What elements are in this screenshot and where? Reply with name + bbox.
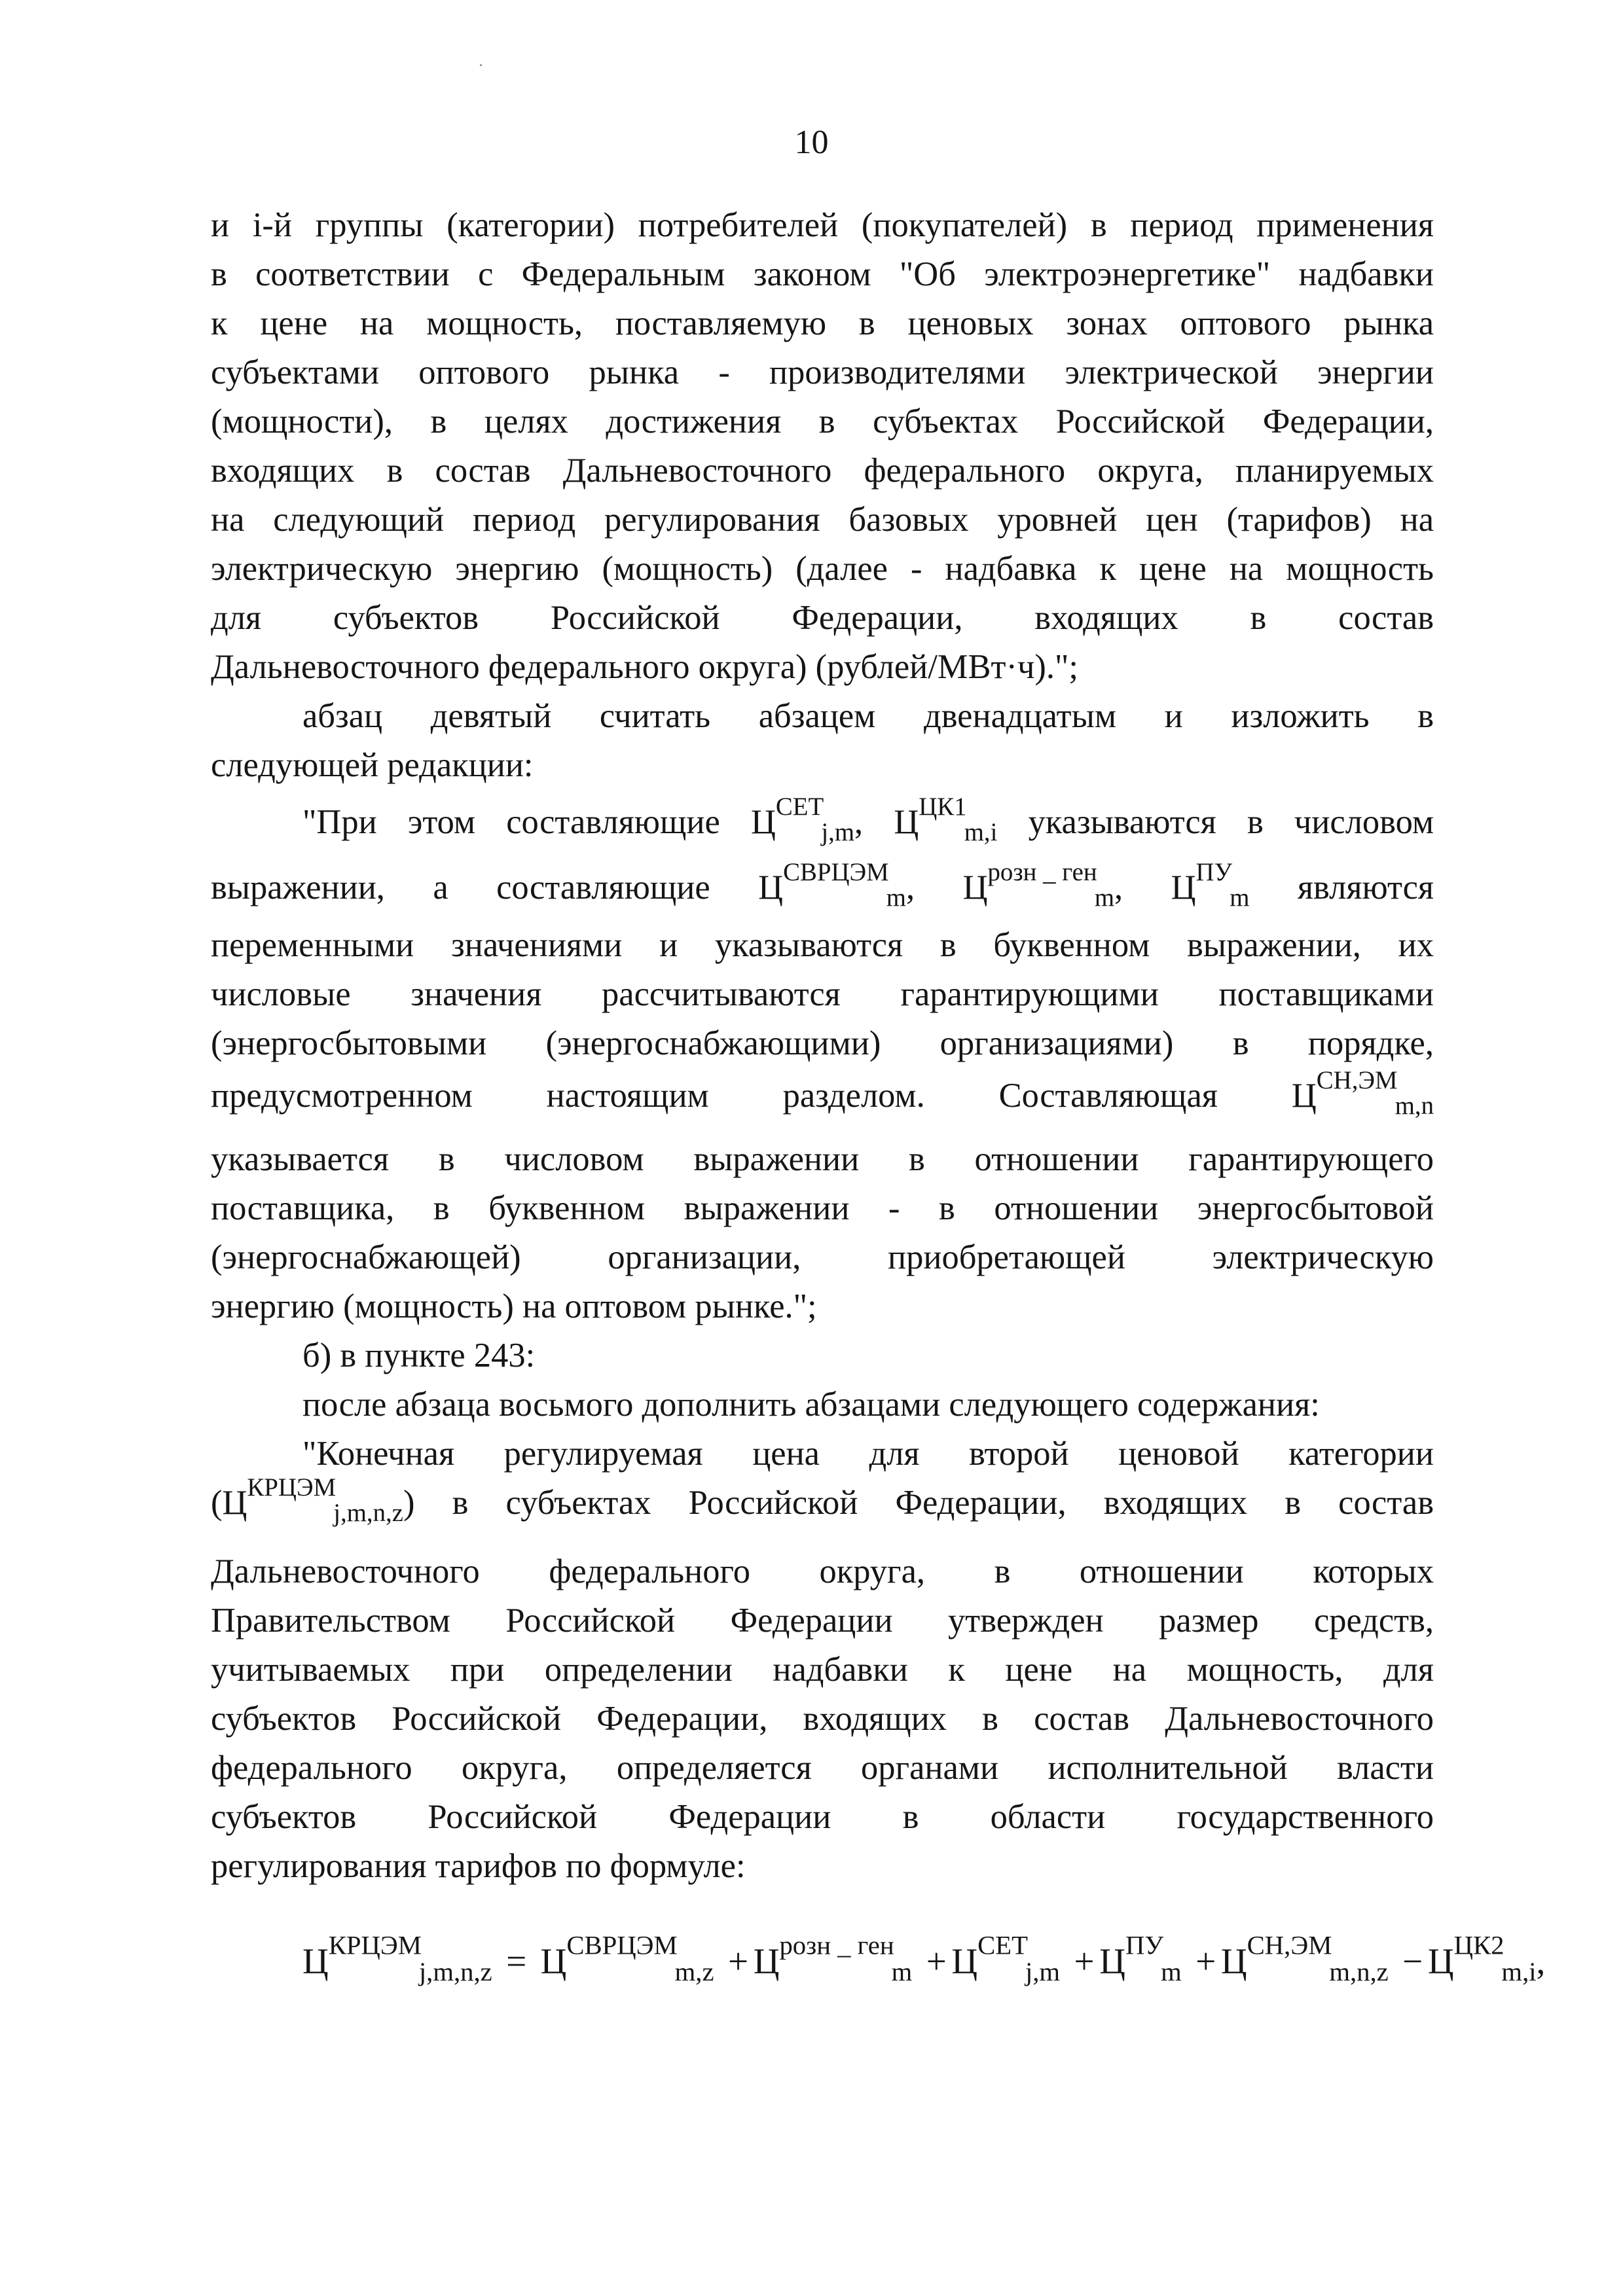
symbol-c-sn-em-mn: $Ц^{СН,ЭМ}_{m,n}$ bbox=[1291, 1066, 1434, 1120]
text-line-with-symbols: "При этом составляющие $Ц^{СЕТ}_{j,m}$, $Ц^{ЦК1}_{m,i}$ указываются в числовом bbox=[302, 793, 1434, 846]
text-line: "Конечная регулируемая цена для второй ценовой категории bbox=[302, 1435, 1434, 1473]
symbol-c-svrcem-m: $Ц^{СВРЦЭМ}_m$ bbox=[758, 858, 906, 912]
text-fragment: предусмотренном настоящим разделом. Составляющая bbox=[211, 1077, 1218, 1115]
formula-term-svrcem: $Ц^{СВРЦЭМ}_{m,z}$ bbox=[540, 1930, 714, 1987]
text-line: числовые значения рассчитываются гарантирующими поставщиками bbox=[211, 975, 1434, 1013]
text-fragment: являются bbox=[1297, 869, 1434, 906]
text-line: и i-й группы (категории) потребителей (покупателей) в период применения bbox=[211, 206, 1434, 244]
text-line: поставщика, в буквенном выражении - в отношении энергосбытовой bbox=[211, 1189, 1434, 1227]
symbol-c-ck1-mi: $Ц^{ЦК1}_{m,i}$ bbox=[894, 793, 998, 846]
text-line: Дальневосточного федерального округа, в отношении которых bbox=[211, 1552, 1434, 1590]
text-line-with-symbols bbox=[211, 1473, 1434, 1527]
formula-term-ck2: $Ц^{ЦК2}_{m,i}$ bbox=[1427, 1930, 1537, 1987]
formula-term-rozn-gen: $Ц^{розн \_ ген}_m$ bbox=[753, 1930, 913, 1987]
text-line: (энергосбытовыми (энергоснабжающими) организациями) в порядке, bbox=[211, 1024, 1434, 1062]
text-line: для субъектов Российской Федерации, входящих в состав bbox=[211, 599, 1434, 637]
symbol-c-rozn-gen-m: $Ц^{розн \_ ген}_m$ bbox=[962, 858, 1115, 912]
text-line: Дальневосточного федерального округа) (рублей/МВт·ч)."; bbox=[211, 648, 1078, 686]
text-line: на следующий период регулирования базовых уровней цен (тарифов) на bbox=[211, 501, 1434, 539]
plus-sign: + bbox=[1195, 1941, 1216, 1981]
text-line: субъектов Российской Федерации, входящих в состав Дальневосточного bbox=[211, 1700, 1434, 1738]
formula-term-sn-em: $Ц^{СН,ЭМ}_{m,n,z}$ bbox=[1220, 1930, 1389, 1987]
text-line: указывается в числовом выражении в отношении гарантирующего bbox=[211, 1140, 1434, 1178]
text-fragment: "При этом составляющие bbox=[302, 803, 720, 841]
text-fragment: ( bbox=[211, 1484, 223, 1522]
plus-sign: + bbox=[1074, 1941, 1095, 1981]
text-line: субъектов Российской Федерации в области государственного bbox=[211, 1798, 1434, 1836]
text-line: (мощности), в целях достижения в субъектах Российской Федерации, bbox=[211, 403, 1434, 440]
text-fragment: выражении, а составляющие bbox=[211, 869, 710, 906]
text-line: б) в пункте 243: bbox=[302, 1336, 536, 1374]
text-line: следующей редакции: bbox=[211, 746, 534, 784]
equals-sign: = bbox=[506, 1941, 527, 1981]
text-line-with-symbols bbox=[211, 1066, 1434, 1120]
formula-term-set: $Ц^{СЕТ}_{j,m}$ bbox=[951, 1930, 1061, 1987]
text-line: абзац девятый считать абзацем двенадцатым и изложить в bbox=[302, 697, 1434, 735]
symbol-c-set-jm: $Ц^{СЕТ}_{j,m}$ bbox=[750, 793, 855, 846]
text-line: Правительством Российской Федерации утвержден размер средств, bbox=[211, 1602, 1434, 1640]
text-line: субъектами оптового рынка - производителями электрической энергии bbox=[211, 353, 1434, 391]
symbol-c-krcem-jmnz: $Ц^{КРЦЭМ}_{j,m,n,z}$ bbox=[222, 1473, 403, 1527]
text-line: (энергоснабжающей) организации, приобретающей электрическую bbox=[211, 1238, 1434, 1276]
minus-sign: − bbox=[1402, 1941, 1423, 1981]
price-formula: $Ц^{КРЦЭМ}_{j,m,n,z} = Ц^{СВРЦЭМ}_{m,z} + Ц^{розн \_ ген}_m + Ц^{СЕТ}_{j,m} + Ц^{ПУ}_m + Ц^{СН,ЭМ}_{m,n,z} - Ц^{ЦК2}_{m,i}$, bbox=[302, 1930, 1546, 1987]
plus-sign: + bbox=[727, 1941, 749, 1981]
formula-lhs: $Ц^{КРЦЭМ}_{j,m,n,z}$ bbox=[302, 1930, 492, 1987]
text-fragment: указываются в числовом bbox=[1028, 803, 1434, 841]
text-line: учитываемых при определении надбавки к цене на мощность, для bbox=[211, 1651, 1434, 1689]
scan-speck bbox=[480, 64, 482, 66]
text-line: в соответствии с Федеральным законом "Об электроэнергетике" надбавки bbox=[211, 255, 1434, 293]
page-number: 10 bbox=[794, 124, 829, 161]
text-line: переменными значениями и указываются в буквенном выражении, их bbox=[211, 926, 1434, 964]
text-line-with-symbols: выражении, а составляющие $Ц^{СВРЦЭМ}_m$, $Ц^{розн \_ ген}_m$, $Ц^{ПУ}_m$ являются bbox=[211, 858, 1434, 912]
formula-term-pu: $Ц^{ПУ}_m$ bbox=[1099, 1930, 1182, 1987]
text-line: энергию (мощность) на оптовом рынке."; bbox=[211, 1287, 817, 1325]
text-line: электрическую энергию (мощность) (далее - надбавка к цене на мощность bbox=[211, 550, 1434, 588]
symbol-c-pu-m: $Ц^{ПУ}_m$ bbox=[1171, 858, 1250, 912]
text-line: после абзаца восьмого дополнить абзацами следующего содержания: bbox=[302, 1386, 1320, 1424]
text-line: федерального округа, определяется органами исполнительной власти bbox=[211, 1749, 1434, 1787]
text-line: входящих в состав Дальневосточного федерального округа, планируемых bbox=[211, 452, 1434, 490]
text-fragment: ) в субъектах Российской Федерации, входящих в состав bbox=[403, 1484, 1434, 1522]
text-line: к цене на мощность, поставляемую в ценовых зонах оптового рынка bbox=[211, 304, 1434, 342]
plus-sign: + bbox=[926, 1941, 947, 1981]
text-line: регулирования тарифов по формуле: bbox=[211, 1847, 746, 1885]
